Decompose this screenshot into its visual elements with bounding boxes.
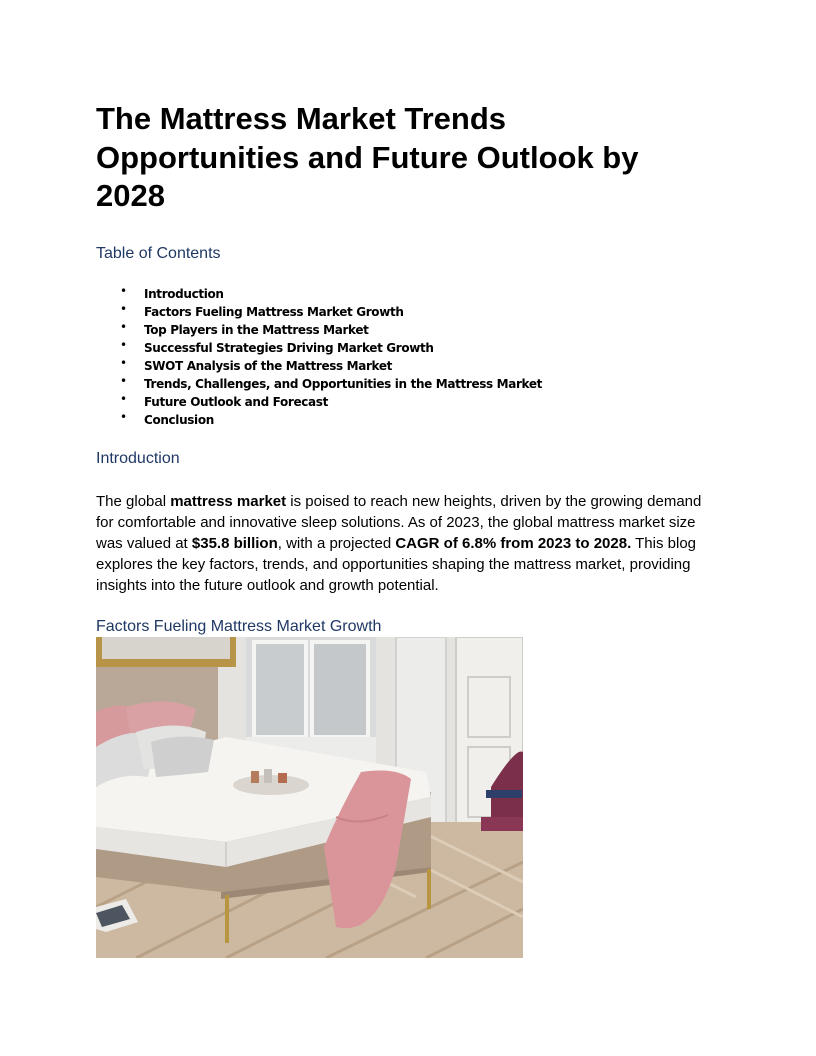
document-title: The Mattress Market Trends Opportunities and Future Outlook by 2028 xyxy=(96,101,639,213)
bullet-icon: • xyxy=(120,392,127,406)
intro-text-2: is poised to reach new heights, driven by the growing demand for comfortable and innovative sleep solutions. As of 2023, the global mattress market size was valued at xyxy=(96,493,702,552)
bullet-icon: • xyxy=(120,410,127,424)
bullet-icon: • xyxy=(120,320,127,334)
toc-item-label: Successful Strategies Driving Market Growth xyxy=(144,341,434,355)
toc-item-label: Conclusion xyxy=(144,413,214,427)
toc-item-introduction xyxy=(96,285,542,303)
bullet-icon: • xyxy=(120,338,127,352)
toc-item-label: Top Players in the Mattress Market xyxy=(144,323,369,337)
introduction-heading: Introduction xyxy=(96,450,180,467)
toc-heading: Table of Contents xyxy=(96,245,221,262)
toc-item-label: SWOT Analysis of the Mattress Market xyxy=(144,359,393,373)
bullet-icon: • xyxy=(120,284,127,298)
intro-text-3: , with a projected xyxy=(277,535,396,552)
intro-text-4: This blog explores the key factors, trends, and opportunities shaping the mattress market, providing insights into the future outlook and growth potential. xyxy=(96,535,697,594)
toc-item-trends xyxy=(96,375,542,393)
intro-bold-mattress-market: mattress market xyxy=(170,493,287,510)
toc-item-top-players xyxy=(96,321,542,339)
toc-list xyxy=(96,285,542,429)
toc-item-label: Future Outlook and Forecast xyxy=(144,395,328,409)
toc-item-factors xyxy=(96,303,542,321)
toc-item-conclusion xyxy=(96,411,542,429)
intro-bold-market-size: $35.8 billion xyxy=(191,535,278,552)
bullet-icon: • xyxy=(120,374,127,388)
bedroom-illustration xyxy=(96,637,523,958)
bullet-icon: • xyxy=(120,356,127,370)
toc-item-outlook xyxy=(96,393,542,411)
toc-item-strategies xyxy=(96,339,542,357)
intro-bold-cagr: CAGR of 6.8% from 2023 to 2028. xyxy=(395,535,632,552)
toc-item-swot xyxy=(96,357,542,375)
toc-item-label: Factors Fueling Mattress Market Growth xyxy=(144,305,404,319)
introduction-paragraph xyxy=(96,491,720,596)
factors-heading: Factors Fueling Mattress Market Growth xyxy=(96,618,382,635)
bedroom-mattress-photo xyxy=(96,637,523,958)
bullet-icon: • xyxy=(120,302,127,316)
toc-item-label: Introduction xyxy=(144,287,224,301)
intro-text-1: The global xyxy=(96,493,171,510)
toc-item-label: Trends, Challenges, and Opportunities in the Mattress Market xyxy=(144,377,543,391)
